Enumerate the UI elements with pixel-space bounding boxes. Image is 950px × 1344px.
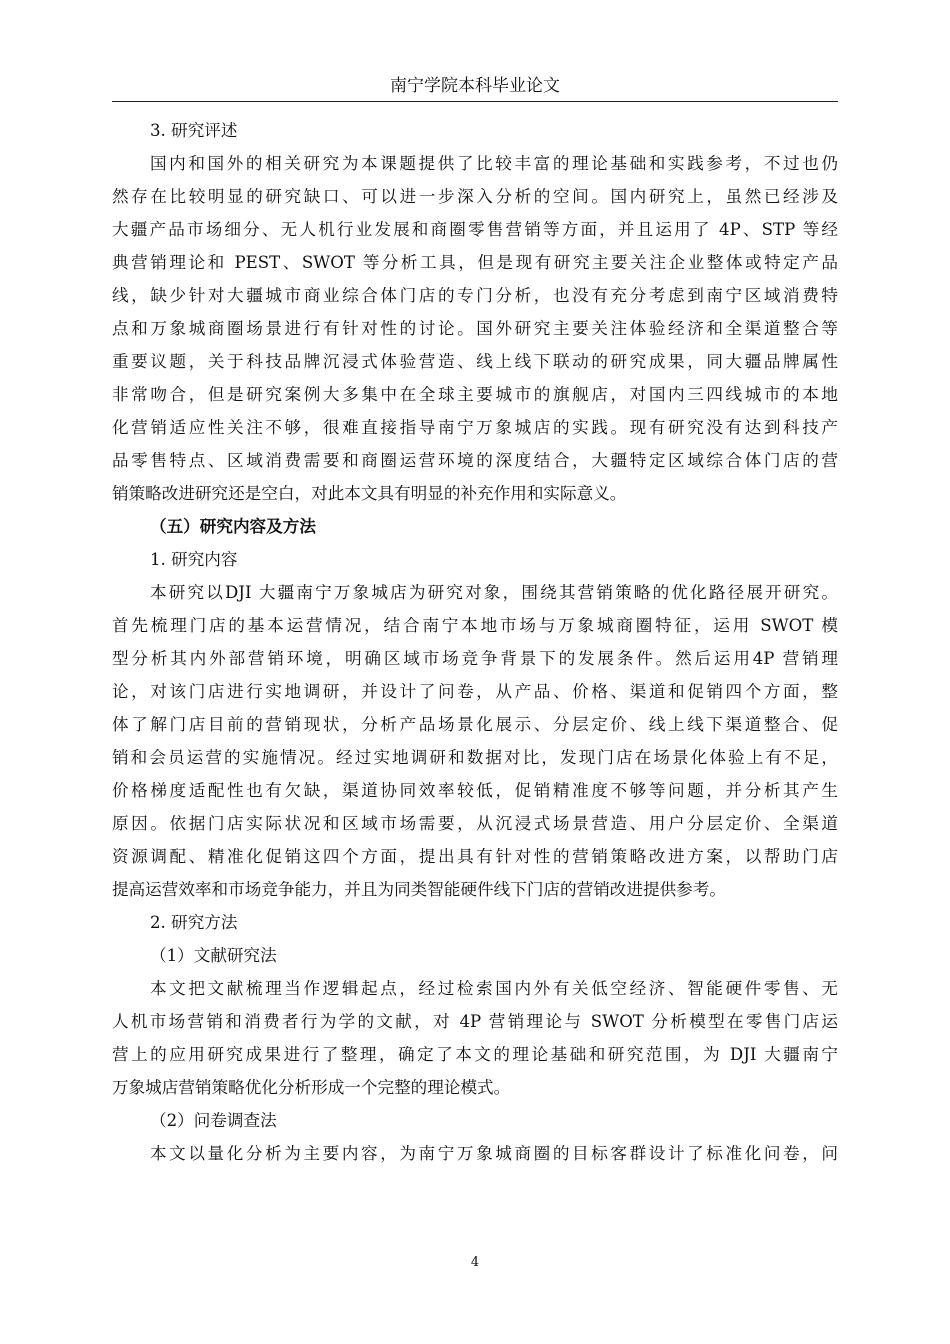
paragraph-line: 体了解门店目前的营销现状，分析产品场景化展示、分层定价、线上线下渠道整合、促 (112, 715, 838, 734)
paragraph-line: 品零售特点、区域消费需要和商圈运营环境的深度结合，大疆特定区域综合体门店的营 (112, 451, 838, 470)
paragraph-line: 原因。依据门店实际状况和区域市场需要，从沉浸式场景营造、用户分层定价、全渠道 (112, 814, 838, 833)
paragraph-line: 资源调配、精准化促销这四个方面，提出具有针对性的营销策略改进方案，以帮助门店 (112, 847, 838, 866)
paragraph-line: 销和会员运营的实施情况。经过实地调研和数据对比，发现门店在场景化体验上有不足， (112, 748, 838, 767)
paragraph-line: 然存在比较明显的研究缺口、可以进一步深入分析的空间。国内研究上，虽然已经涉及 (112, 187, 838, 206)
paragraph-line: 重要议题，关于科技品牌沉浸式体验营造、线上线下联动的研究成果，同大疆品牌属性 (112, 352, 838, 371)
paragraph-line: 销策略改进研究还是空白，对此本文具有明显的补充作用和实际意义。 (112, 484, 627, 503)
paragraph-line: 论，对该门店进行实地调研，并设计了问卷，从产品、价格、渠道和促销四个方面，整 (112, 682, 838, 701)
body-text (112, 114, 838, 1170)
method-heading: （1）文献研究法 (150, 946, 277, 965)
method-heading: （2）问卷调查法 (150, 1111, 277, 1130)
paragraph-line: 本文把文献梳理当作逻辑起点，经过检索国内外有关低空经济、智能硬件零售、无 (150, 979, 838, 998)
header-rule (112, 101, 838, 102)
paragraph-line: 营上的应用研究成果进行了整理，确定了本文的理论基础和研究范围，为 DJI 大疆南宁 (112, 1045, 838, 1064)
paragraph-line: 国内和国外的相关研究为本课题提供了比较丰富的理论基础和实践参考，不过也仍 (150, 154, 838, 173)
paragraph-line: 价格梯度适配性也有欠缺，渠道协同效率较低，促销精准度不够等问题，并分析其产生 (112, 781, 838, 800)
paragraph-line: 提高运营效率和市场竞争能力，并且为同类智能硬件线下门店的营销改进提供参考。 (112, 880, 726, 899)
section-heading: （五）研究内容及方法 (150, 516, 316, 536)
paragraph-line: 万象城店营销策略优化分析形成一个完整的理论模式。 (112, 1078, 511, 1097)
paragraph-line: 首先梳理门店的基本运营情况，结合南宁本地市场与万象城商圈特征，运用 SWOT 模 (112, 616, 838, 635)
paragraph-line: 型分析其内外部营销环境，明确区域市场竞争背景下的发展条件。然后运用4P 营销理 (112, 649, 838, 668)
subsection-heading: 3. 研究评述 (150, 121, 238, 140)
paragraph-line: 化营销适应性关注不够，很难直接指导南宁万象城店的实践。现有研究没有达到科技产 (112, 418, 838, 437)
running-header: 南宁学院本科毕业论文 (390, 76, 560, 96)
paragraph-line: 点和万象城商圈场景进行有针对性的讨论。国外研究主要关注体验经济和全渠道整合等 (112, 319, 838, 338)
subsection-heading: 2. 研究方法 (150, 913, 238, 932)
paragraph-line: 本文以量化分析为主要内容，为南宁万象城商圈的目标客群设计了标准化问卷，问 (150, 1144, 838, 1163)
paragraph-line: 本研究以DJI 大疆南宁万象城店为研究对象，围绕其营销策略的优化路径展开研究。 (150, 583, 838, 602)
page-number: 4 (470, 1255, 480, 1270)
paragraph-line: 人机市场营销和消费者行为学的文献，对 4P 营销理论与 SWOT 分析模型在零售门店运 (112, 1012, 838, 1031)
paragraph-line: 典营销理论和 PEST、SWOT 等分析工具，但是现有研究主要关注企业整体或特定产品 (112, 253, 838, 272)
subsection-heading: 1. 研究内容 (150, 550, 238, 569)
paragraph-line: 大疆产品市场细分、无人机行业发展和商圈零售营销等方面，并且运用了 4P、STP 等经 (112, 220, 838, 239)
paragraph-line: 非常吻合，但是研究案例大多集中在全球主要城市的旗舰店，对国内三四线城市的本地 (112, 385, 838, 404)
paragraph-line: 线，缺少针对大疆城市商业综合体门店的专门分析，也没有充分考虑到南宁区域消费特 (112, 286, 838, 305)
